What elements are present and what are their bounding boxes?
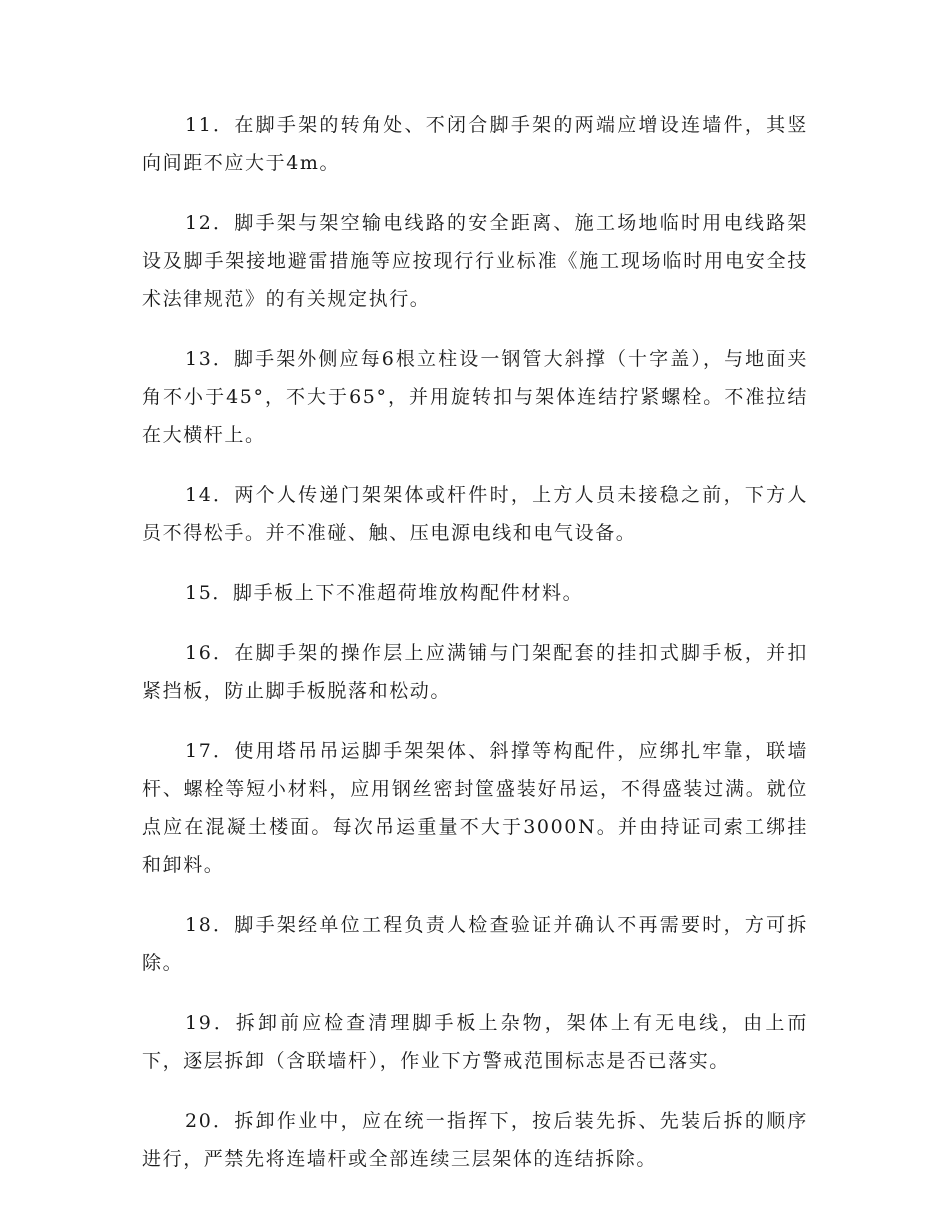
paragraph-item-20: 20．拆卸作业中，应在统一指挥下，按后装先拆、先装后拆的顺序进行，严禁先将连墙杆或全部连续三层架体的连结拆除。	[142, 1110, 808, 1170]
paragraph-item-14: 14．两个人传递门架架体或杆件时，上方人员未接稳之前，下方人员不得松手。并不准碰、触、压电源电线和电气设备。	[142, 484, 808, 544]
paragraph-item-13: 13．脚手架外侧应每6根立柱设一钢管大斜撑（十字盖），与地面夹角不小于45°，不大于65°，并用旋转扣与架体连结拧紧螺栓。不准拉结在大横杆上。	[142, 348, 808, 446]
document-body	[142, 106, 808, 1200]
paragraph-item-11: 11．在脚手架的转角处、不闭合脚手架的两端应增设连墙件，其竖向间距不应大于4m。	[142, 114, 808, 174]
paragraph-item-12: 12．脚手架与架空输电线路的安全距离、施工场地临时用电线路架设及脚手架接地避雷措施等应按现行行业标准《施工现场临时用电安全技术法律规范》的有关规定执行。	[142, 212, 808, 310]
paragraph-item-17: 17．使用塔吊吊运脚手架架体、斜撑等构配件，应绑扎牢靠，联墙杆、螺栓等短小材料，应用钢丝密封筐盛装好吊运，不得盛装过满。就位点应在混凝土楼面。每次吊运重量不大于3000N。并由持证司索工绑挂和卸料。	[142, 740, 808, 876]
paragraph-item-16: 16．在脚手架的操作层上应满铺与门架配套的挂扣式脚手板，并扣紧挡板，防止脚手板脱落和松动。	[142, 642, 808, 702]
paragraph-item-19: 19．拆卸前应检查清理脚手板上杂物，架体上有无电线，由上而下，逐层拆卸（含联墙杆），作业下方警戒范围标志是否已落实。	[142, 1012, 808, 1072]
paragraph-item-18: 18．脚手架经单位工程负责人检查验证并确认不再需要时，方可拆除。	[142, 914, 808, 974]
paragraph-item-15: 15．脚手板上下不准超荷堆放构配件材料。	[185, 582, 584, 604]
